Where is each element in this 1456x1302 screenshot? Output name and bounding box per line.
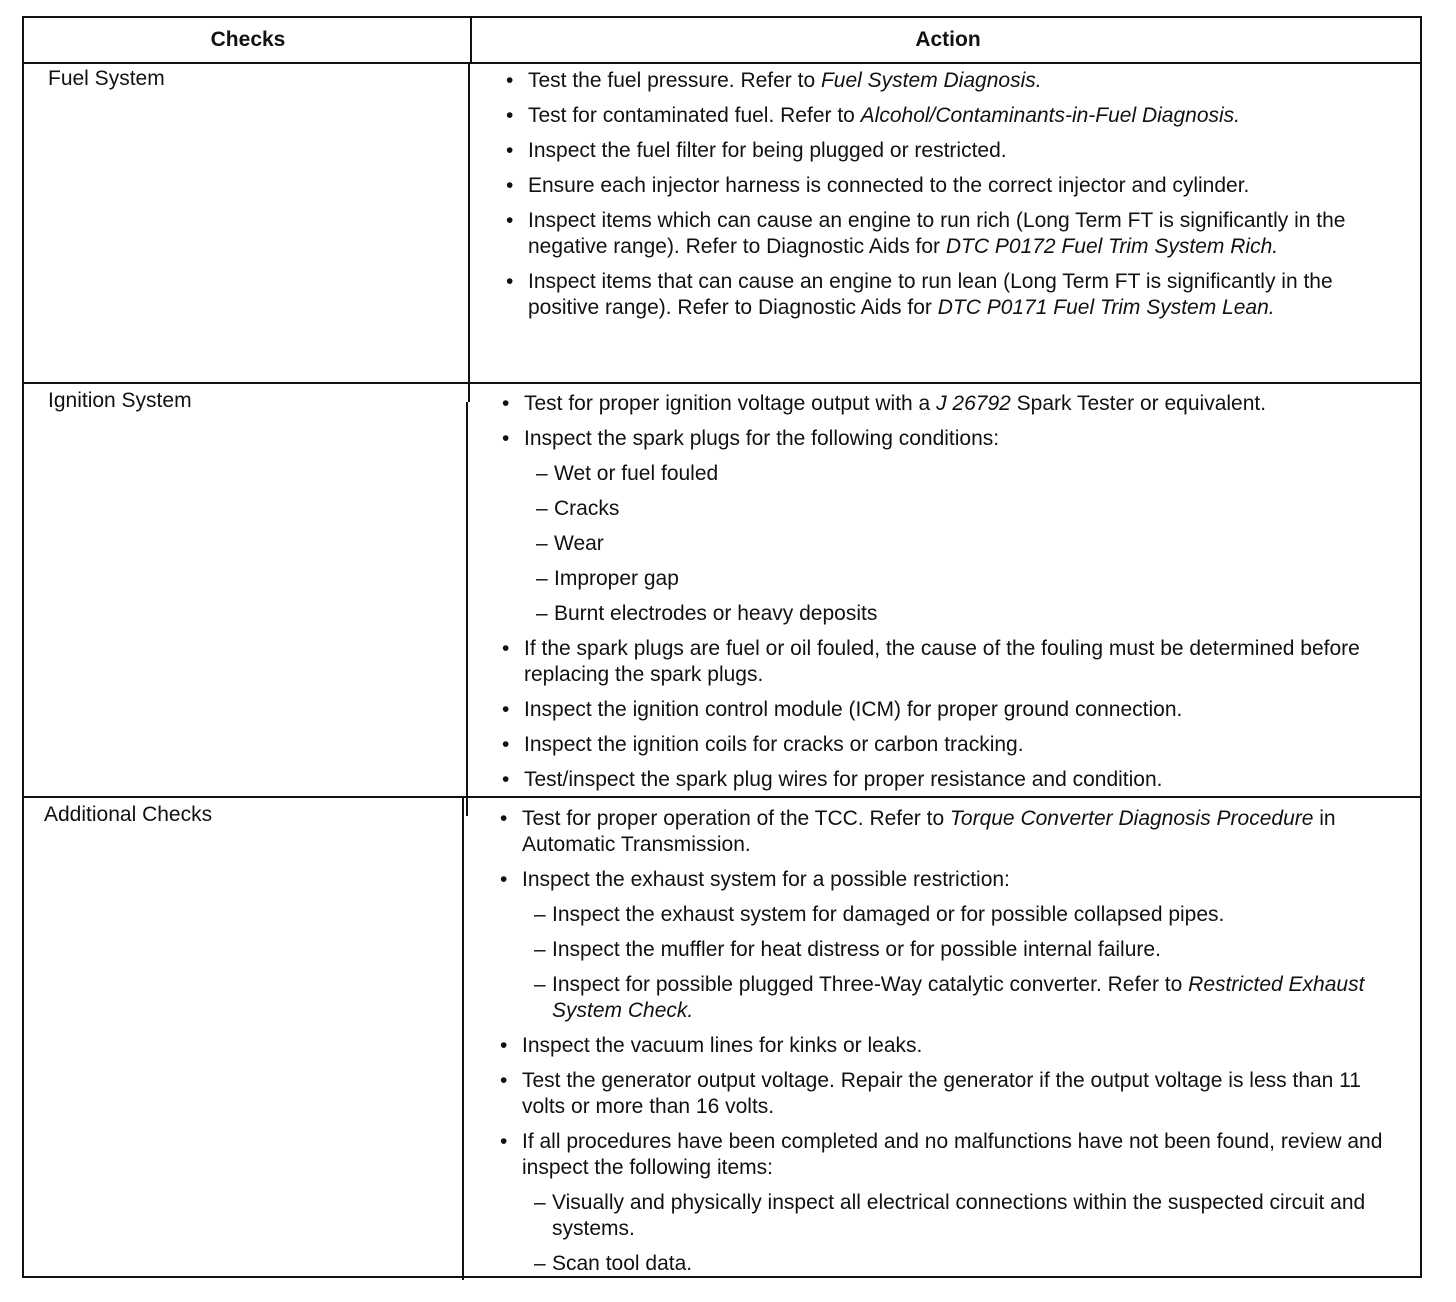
sub-list-item: – Inspect the exhaust system for damaged or for possible collapsed pipes. xyxy=(534,903,1225,926)
list-item: • Test for proper operation of the TCC. Refer to Torque Converter Diagnosis Procedure in Automatic Transmission. xyxy=(500,806,1390,858)
list-item: • Test/inspect the spark plug wires for proper resistance and condition. xyxy=(502,767,1392,793)
sub-list-item: – Cracks xyxy=(536,497,620,520)
column-divider xyxy=(462,798,464,1280)
list-item: • Inspect the ignition coils for cracks or carbon tracking. xyxy=(502,732,1392,758)
list-item: • Inspect the spark plugs for the following conditions: xyxy=(502,426,1392,452)
action-list-ignition xyxy=(502,391,1392,802)
column-divider xyxy=(468,62,470,402)
sub-list-item: – Visually and physically inspect all electrical connections within the suspected circuit and systems. xyxy=(534,1191,1366,1240)
header-action: Action xyxy=(915,28,981,51)
list-item: • Inspect the fuel filter for being plugged or restricted. xyxy=(506,138,1396,164)
sub-list-item: – Improper gap xyxy=(536,567,679,590)
check-fuel-system: Fuel System xyxy=(48,67,165,90)
list-item: • Inspect the vacuum lines for kinks or leaks. xyxy=(500,1033,1390,1059)
list-item: • If the spark plugs are fuel or oil fouled, the cause of the fouling must be determined before replacing the spark plugs. xyxy=(502,636,1392,688)
list-item: • Inspect items that can cause an engine to run lean (Long Term FT is significantly in the positive range). Refer to Diagnostic Aids for DTC P0171 Fuel Trim System Lean. xyxy=(506,269,1396,321)
list-item: • Inspect items which can cause an engine to run rich (Long Term FT is significantly in the negative range). Refer to Diagnostic Aids for DTC P0172 Fuel Trim System Rich. xyxy=(506,208,1396,260)
column-divider xyxy=(470,18,472,62)
check-additional-checks: Additional Checks xyxy=(44,803,213,826)
row-separator xyxy=(24,382,1420,384)
action-list-fuel xyxy=(506,68,1396,330)
list-item: • Test for contaminated fuel. Refer to Alcohol/Contaminants-in-Fuel Diagnosis. xyxy=(506,103,1396,129)
sub-list-item: – Inspect for possible plugged Three-Way catalytic converter. Refer to Restricted Exhaust System Check. xyxy=(534,973,1365,1022)
action-list-additional xyxy=(500,806,1390,1286)
check-ignition-system: Ignition System xyxy=(48,389,192,412)
header-checks: Checks xyxy=(210,28,286,51)
sub-list-item: – Scan tool data. xyxy=(534,1252,693,1275)
sub-list-item: – Wear xyxy=(536,532,604,555)
list-item: • Ensure each injector harness is connected to the correct injector and cylinder. xyxy=(506,173,1396,199)
sub-list-item: – Burnt electrodes or heavy deposits xyxy=(536,602,878,625)
list-item: • Test the fuel pressure. Refer to Fuel System Diagnosis. xyxy=(506,68,1396,94)
list-item: • Inspect the ignition control module (ICM) for proper ground connection. xyxy=(502,697,1392,723)
column-divider xyxy=(466,402,468,816)
sub-list-item: – Inspect the muffler for heat distress or for possible internal failure. xyxy=(534,938,1161,961)
list-item: • Inspect the exhaust system for a possible restriction: xyxy=(500,867,1390,893)
list-item: • Test for proper ignition voltage output with a J 26792 Spark Tester or equivalent. xyxy=(502,391,1392,417)
list-item: • Test the generator output voltage. Repair the generator if the output voltage is less than 11 volts or more than 16 volts. xyxy=(500,1068,1390,1120)
diagnostic-table xyxy=(22,16,1422,1278)
sub-list-item: – Wet or fuel fouled xyxy=(536,462,719,485)
list-item: • If all procedures have been completed and no malfunctions have not been found, review and inspect the following items: xyxy=(500,1129,1390,1181)
table-header-row xyxy=(24,18,1420,64)
